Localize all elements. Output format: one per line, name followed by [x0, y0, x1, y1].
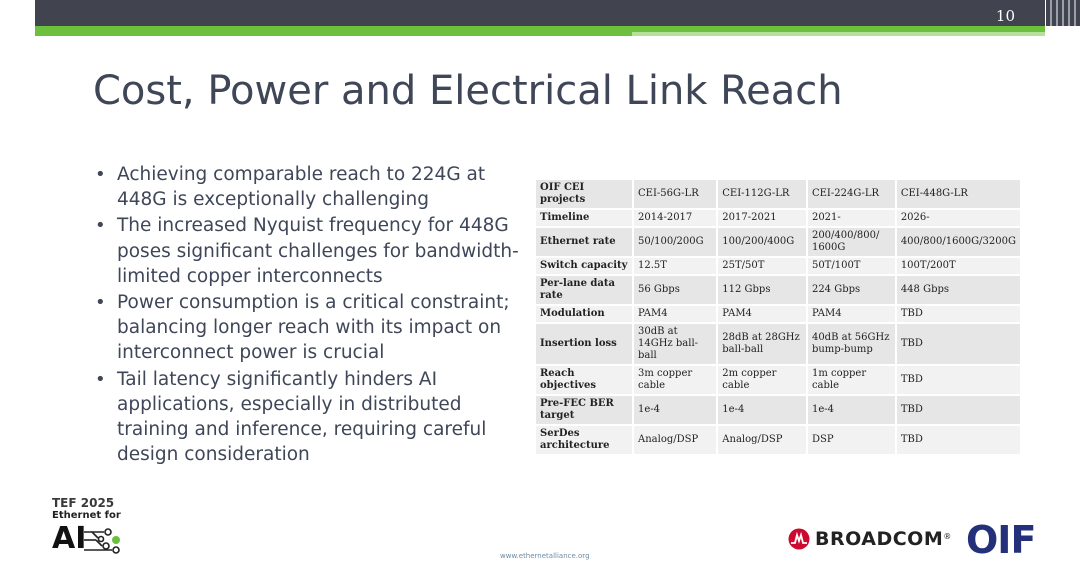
cei-projects-table [534, 178, 1022, 456]
table-cell: Insertion loss [535, 323, 633, 365]
top-stripes [1046, 0, 1080, 26]
table-row [535, 209, 1021, 227]
table-cell: Ethernet rate [535, 227, 633, 257]
table-cell: 1m copper cable [807, 365, 896, 395]
table-cell: Pre-FEC BER target [535, 395, 633, 425]
bullet-item: • The increased Nyquist frequency for 448G poses significant challenges for bandwidth-limited copper interconnects [95, 213, 525, 289]
page-number: 10 [995, 7, 1015, 25]
broadcom-logo [788, 528, 951, 550]
table-cell: 1e-4 [717, 395, 807, 425]
broadcom-mark-icon [788, 528, 810, 550]
registered-mark: ® [943, 532, 952, 541]
table-cell: 28dB at 28GHz ball-ball [717, 323, 807, 365]
bullet-item: • Power consumption is a critical constraint; balancing longer reach with its impact on interconnect power is crucial [95, 290, 525, 366]
table-header-cell: CEI-448G-LR [896, 179, 1021, 209]
table-cell: 2021- [807, 209, 896, 227]
table-header-row [535, 179, 1021, 209]
table-cell: Switch capacity [535, 257, 633, 275]
table-row [535, 227, 1021, 257]
table-row [535, 425, 1021, 455]
table-cell: 12.5T [633, 257, 717, 275]
bullet-item: • Achieving comparable reach to 224G at 448G is exceptionally challenging [95, 162, 525, 212]
table-cell: 100/200/400G [717, 227, 807, 257]
table-row [535, 257, 1021, 275]
table-cell: TBD [896, 365, 1021, 395]
table-cell: 1e-4 [633, 395, 717, 425]
table-header-cell: CEI-112G-LR [717, 179, 807, 209]
tef-logo-line1: TEF 2025 [52, 496, 115, 510]
circuit-icon [82, 526, 122, 556]
table-cell: 50/100/200G [633, 227, 717, 257]
slide-title: Cost, Power and Electrical Link Reach [93, 68, 843, 114]
table-cell: PAM4 [717, 305, 807, 323]
bullet-item: • Tail latency significantly hinders AI applications, especially in distributed training and inference, requiring careful design consideration [95, 367, 525, 468]
table-cell: 400/800/1600G/3200G [896, 227, 1021, 257]
table-cell: 448 Gbps [896, 275, 1021, 305]
table-row [535, 305, 1021, 323]
table-cell: 40dB at 56GHz bump-bump [807, 323, 896, 365]
table-cell: 30dB at 14GHz ball-ball [633, 323, 717, 365]
footer-url: www.ethernetalliance.org [500, 552, 590, 560]
tef-logo [52, 496, 122, 558]
table-cell: 112 Gbps [717, 275, 807, 305]
oif-logo: OIF [966, 518, 1036, 562]
tef-logo-ai: AI [52, 521, 87, 556]
table-row [535, 275, 1021, 305]
table-cell: Analog/DSP [717, 425, 807, 455]
table-cell: TBD [896, 425, 1021, 455]
table-header-cell: OIF CEI projects [535, 179, 633, 209]
table-header-cell: CEI-224G-LR [807, 179, 896, 209]
table-header-cell: CEI-56G-LR [633, 179, 717, 209]
top-bar [35, 0, 1045, 26]
table-cell: 2014-2017 [633, 209, 717, 227]
table-cell: PAM4 [633, 305, 717, 323]
table-cell: Timeline [535, 209, 633, 227]
bullet-list [95, 162, 525, 468]
table-cell: TBD [896, 305, 1021, 323]
table-cell: 50T/100T [807, 257, 896, 275]
broadcom-wordmark: BROADCOM [815, 528, 944, 550]
table-cell: SerDes architecture [535, 425, 633, 455]
table-cell: 200/400/800/ 1600G [807, 227, 896, 257]
table-cell: TBD [896, 323, 1021, 365]
table-cell: 56 Gbps [633, 275, 717, 305]
table-cell: TBD [896, 395, 1021, 425]
green-accent-bar-light [632, 32, 1045, 36]
table-cell: 2017-2021 [717, 209, 807, 227]
table-cell: 2026- [896, 209, 1021, 227]
table-cell: Per-lane data rate [535, 275, 633, 305]
table-cell: DSP [807, 425, 896, 455]
table-cell: 2m copper cable [717, 365, 807, 395]
tef-logo-line2: Ethernet for [52, 510, 121, 521]
table-cell: 224 Gbps [807, 275, 896, 305]
table-cell: 3m copper cable [633, 365, 717, 395]
table-row [535, 395, 1021, 425]
table-cell: Analog/DSP [633, 425, 717, 455]
table-cell: Reach objectives [535, 365, 633, 395]
table-cell: 100T/200T [896, 257, 1021, 275]
table-row [535, 323, 1021, 365]
table-cell: 25T/50T [717, 257, 807, 275]
table-cell: PAM4 [807, 305, 896, 323]
table-row [535, 365, 1021, 395]
table-cell: 1e-4 [807, 395, 896, 425]
table-cell: Modulation [535, 305, 633, 323]
